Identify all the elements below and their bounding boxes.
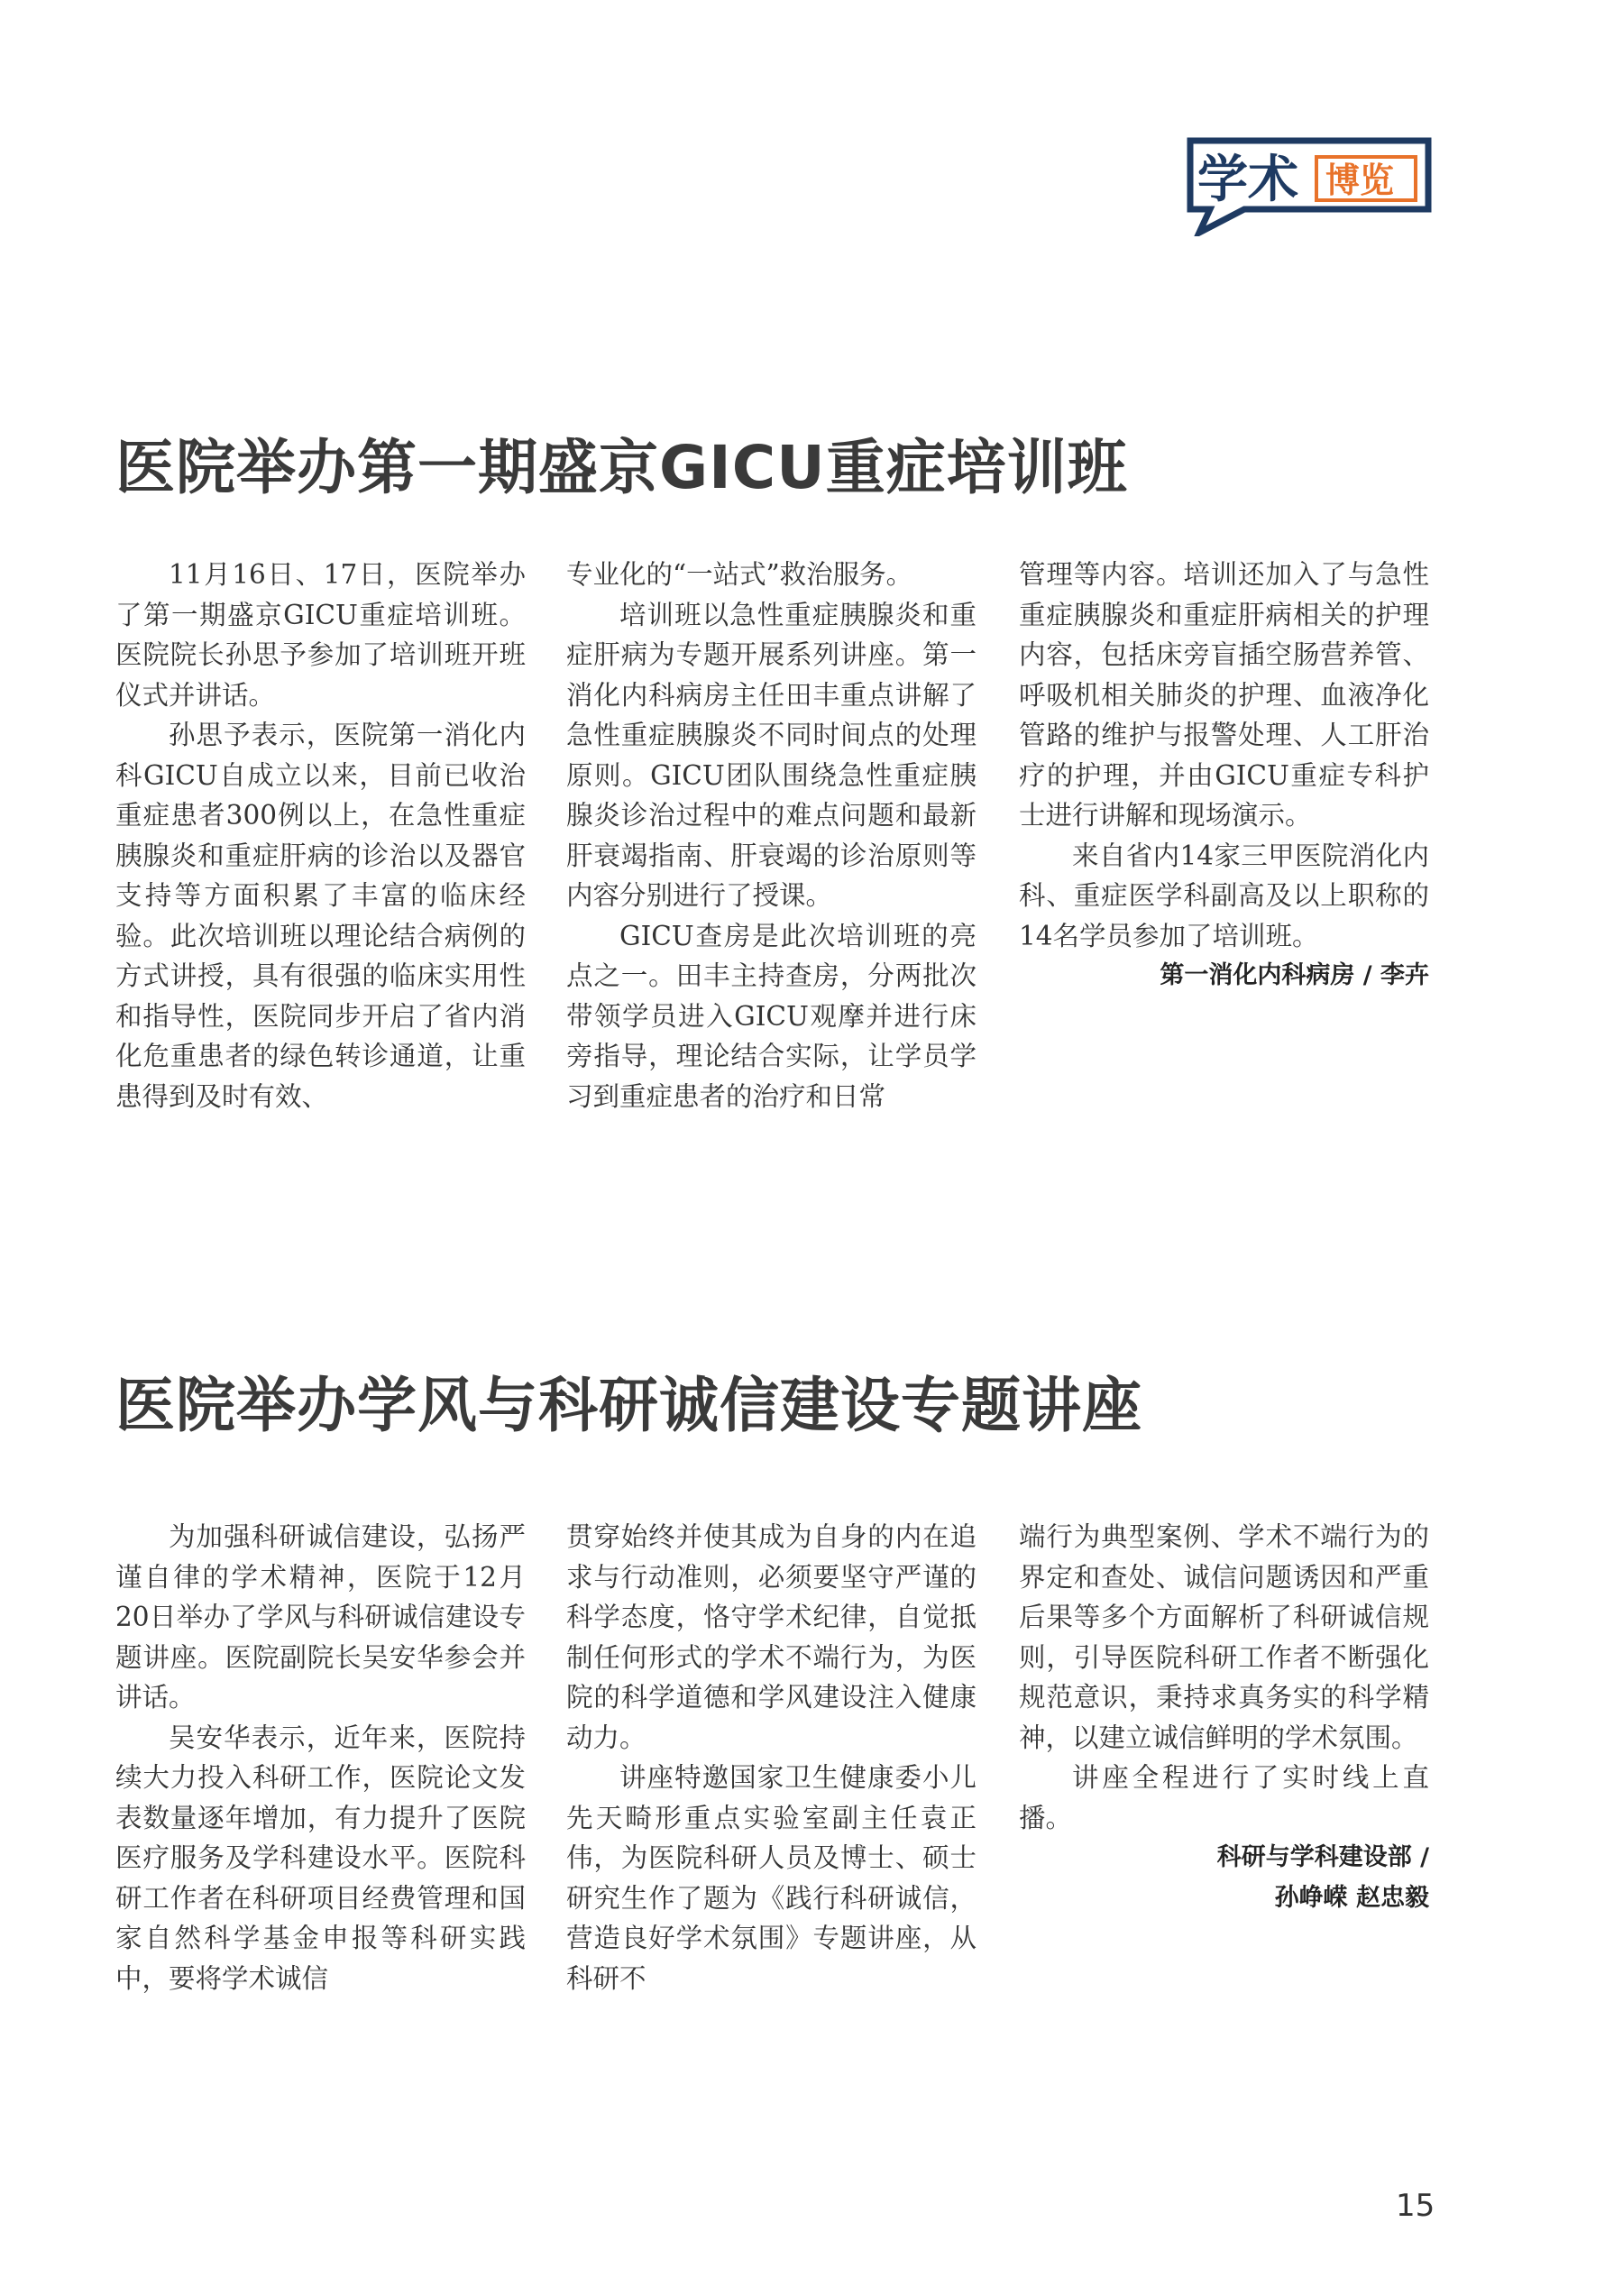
- article2-byline-dept: 科研与学科建设部 /: [1216, 1843, 1429, 1871]
- article1-byline: 第一消化内科病房 / 李卉: [1160, 961, 1429, 989]
- article2-column3: [1019, 1517, 1429, 1918]
- article1-title: 医院举办第一期盛京GICU重症培训班: [115, 433, 1128, 502]
- article2-byline-authors: 孙峥嵘 赵忠毅: [1274, 1883, 1429, 1912]
- paragraph: 培训班以急性重症胰腺炎和重症肝病为专题开展系列讲座。第一消化内科病房主任田丰重点讲解了急性重症胰腺炎不同时间点的处理原则。GICU团队围绕急性重症胰腺炎诊治过程中的难点问题和最新肝衰竭指南、肝衰竭的诊治原则等内容分别进行了授课。: [566, 599, 977, 911]
- article2-title: 医院举办学风与科研诚信建设专题讲座: [115, 1371, 1142, 1440]
- paragraph: 吴安华表示，近年来，医院持续大力投入科研工作，医院论文发表数量逐年增加，有力提升了医院医疗服务及学科建设水平。医院科研工作者在科研项目经费管理和国家自然科学基金申报等科研实践中，要将学术诚信: [115, 1722, 526, 1994]
- article2-column2: [566, 1517, 977, 1998]
- paragraph: 贯穿始终并使其成为自身的内在追求与行动准则，必须要坚守严谨的科学态度，恪守学术纪律，自觉抵制任何形式的学术不端行为，为医院的科学道德和学风建设注入健康动力。: [566, 1521, 977, 1753]
- paragraph: 来自省内14家三甲医院消化内科、重症医学科副高及以上职称的14名学员参加了培训班。: [1019, 840, 1429, 951]
- paragraph: 11月16日、17日，医院举办了第一期盛京GICU重症培训班。医院院长孙思予参加了培训班开班仪式并讲话。: [115, 559, 526, 711]
- paragraph: 孙思予表示，医院第一消化内科GICU自成立以来，目前已收治重症患者300例以上，在急性重症胰腺炎和重症肝病的诊治以及器官支持等方面积累了丰富的临床经验。此次培训班以理论结合病例的方式讲授，具有很强的临床实用性和指导性，医院同步开启了省内消化危重患者的绿色转诊通道，让重患得到及时有效、: [115, 720, 526, 1112]
- paragraph: GICU查房是此次培训班的亮点之一。田丰主持查房，分两批次带领学员进入GICU观摩并进行床旁指导，理论结合实际，让学员学习到重症患者的治疗和日常: [566, 920, 977, 1112]
- article1-column3: [1019, 555, 1429, 996]
- paragraph: 端行为典型案例、学术不端行为的界定和查处、诚信问题诱因和严重后果等多个方面解析了科研诚信规则，引导医院科研工作者不断强化规范意识，秉持求真务实的科学精神，以建立诚信鲜明的学术氛围。: [1019, 1521, 1429, 1753]
- page-number: 15: [1396, 2188, 1435, 2224]
- badge-sub-text: 博览: [1325, 161, 1395, 200]
- paragraph: 讲座特邀国家卫生健康委小儿先天畸形重点实验室副主任袁正伟，为医院科研人员及博士、硕士研究生作了题为《践行科研诚信，营造良好学术氛围》专题讲座，从科研不: [566, 1762, 977, 1994]
- article2-column1: [115, 1517, 526, 1998]
- badge-main-text: 学术: [1197, 151, 1298, 209]
- paragraph: 讲座全程进行了实时线上直播。: [1019, 1762, 1429, 1833]
- paragraph: 为加强科研诚信建设，弘扬严谨自律的学术精神，医院于12月20日举办了学风与科研诚信建设专题讲座。医院副院长吴安华参会并讲话。: [115, 1521, 526, 1713]
- article1-column1: [115, 555, 526, 1116]
- paragraph: 专业化的“一站式”救治服务。: [566, 559, 913, 590]
- section-badge-logo: [1181, 137, 1434, 236]
- paragraph: 管理等内容。培训还加入了与急性重症胰腺炎和重症肝病相关的护理内容，包括床旁盲插空肠营养管、呼吸机相关肺炎的护理、血液净化管路的维护与报警处理、人工肝治疗的护理，并由GICU重症专科护士进行讲解和现场演示。: [1019, 559, 1429, 831]
- article1-column2: [566, 555, 977, 1116]
